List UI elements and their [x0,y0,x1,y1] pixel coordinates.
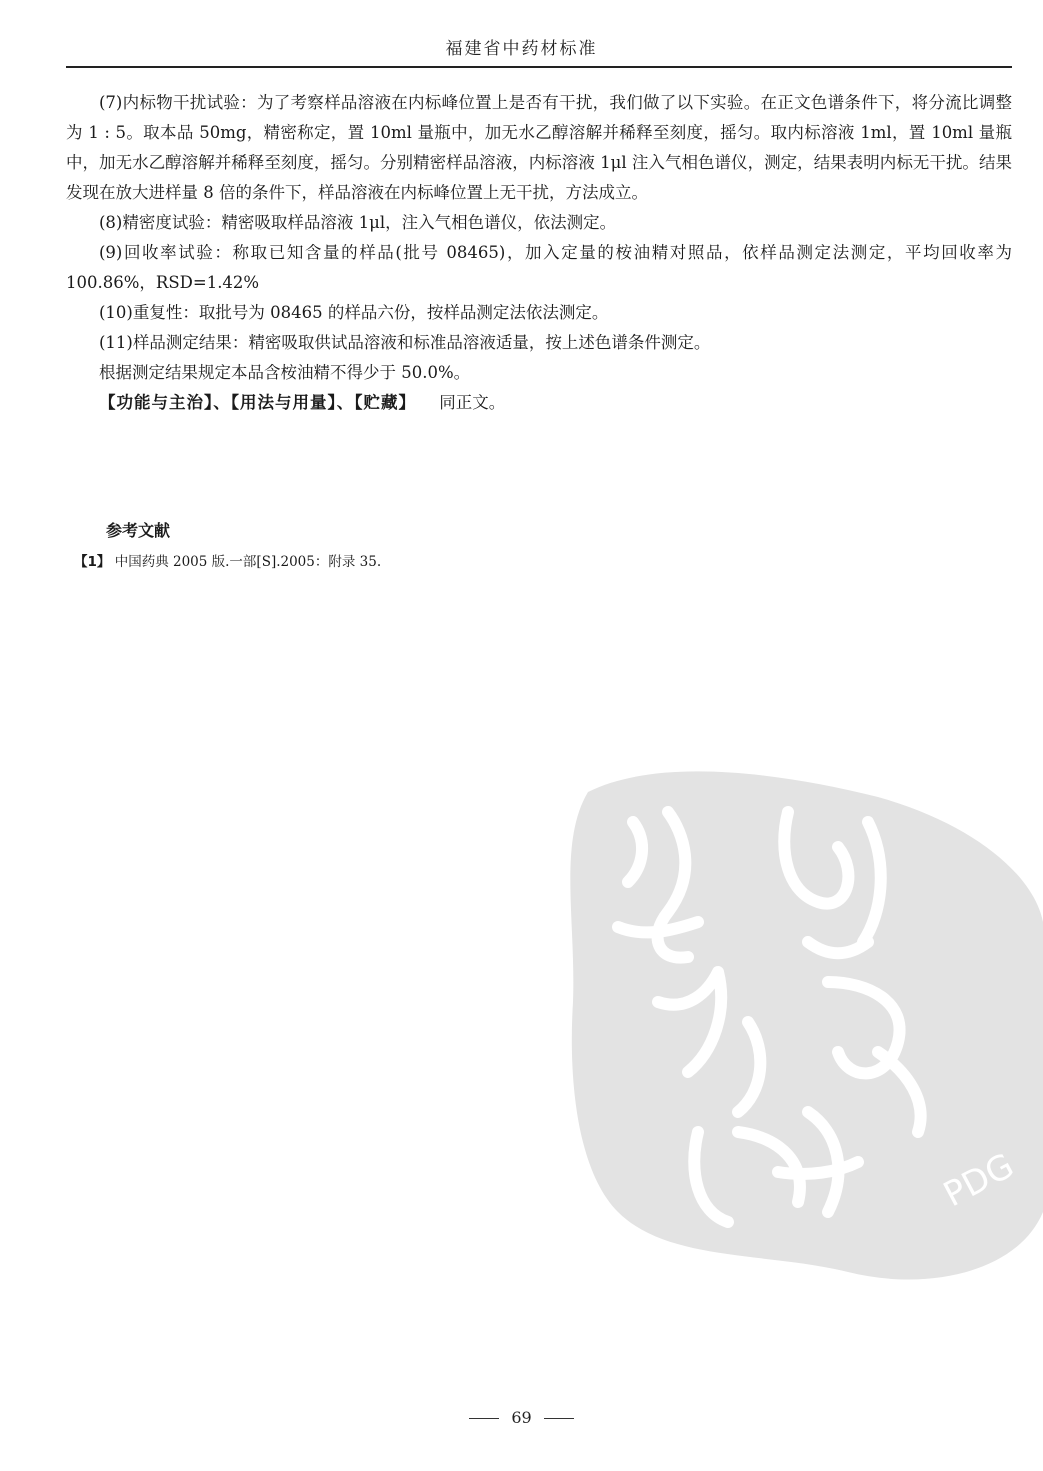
body-text [66,88,1012,418]
running-header: 福建省中药材标准 [445,39,598,59]
references [66,516,1012,574]
paragraph-recovery-test: (9)回收率试验：称取已知含量的样品(批号 08465)，加入定量的桉油精对照品，依样品测定法测定，平均回收率为 100.86%，RSD=1.42% [66,243,1012,292]
seal-text: PDG [937,1145,1021,1216]
paragraph-repeatability: (10)重复性：取批号为 08465 的样品六份，按样品测定法依法测定。 [99,303,609,322]
paragraph-internal-standard-test: (7)内标物干扰试验：为了考察样品溶液在内标峰位置上是否有干扰，我们做了以下实验。在正文色谱条件下，将分流比调整为 1 : 5。取本品 50mg，精密称定，置 10ml 量瓶中，加无水乙醇溶解并稀释至刻度，摇匀。取内标溶液 1ml，置 10ml 量瓶中，加无水乙醇溶解并稀释至刻度，摇匀。分别精密样品溶液，内标溶液 1μl 注入气相色谱仪，测定，结果表明内标无干扰。结果发现在放大进样量 8 倍的条件下，样品溶液在内标峰位置上无干扰，方法成立。 [66,93,1012,202]
paragraph-sample-results: (11)样品测定结果：精密吸取供试品溶液和标准品溶液适量，按上述色谱条件测定。 [99,333,711,352]
page-dash-left [469,1418,499,1419]
reference-number: 【1】 [74,554,111,570]
reference-text: 中国药典 2005 版.一部[S].2005：附录 35. [114,554,382,570]
page-footer [0,1408,1043,1427]
paragraph-conclusion: 根据测定结果规定本品含桉油精不得少于 50.0%。 [99,363,471,382]
page-dash-right [544,1418,574,1419]
header-rule [66,66,1012,68]
paragraph-sections [66,388,1012,418]
watermark-seal [548,752,1043,1292]
section-labels: 【功能与主治】、【用法与用量】、【贮藏】 [99,393,416,412]
section-labels-text: 同正文。 [439,393,506,412]
page-number: 69 [511,1408,532,1427]
references-title: 参考文献 [106,521,171,540]
paragraph-precision-test: (8)精密度试验：精密吸取样品溶液 1μl，注入气相色谱仪，依法测定。 [99,213,617,232]
reference-item [74,550,1012,574]
